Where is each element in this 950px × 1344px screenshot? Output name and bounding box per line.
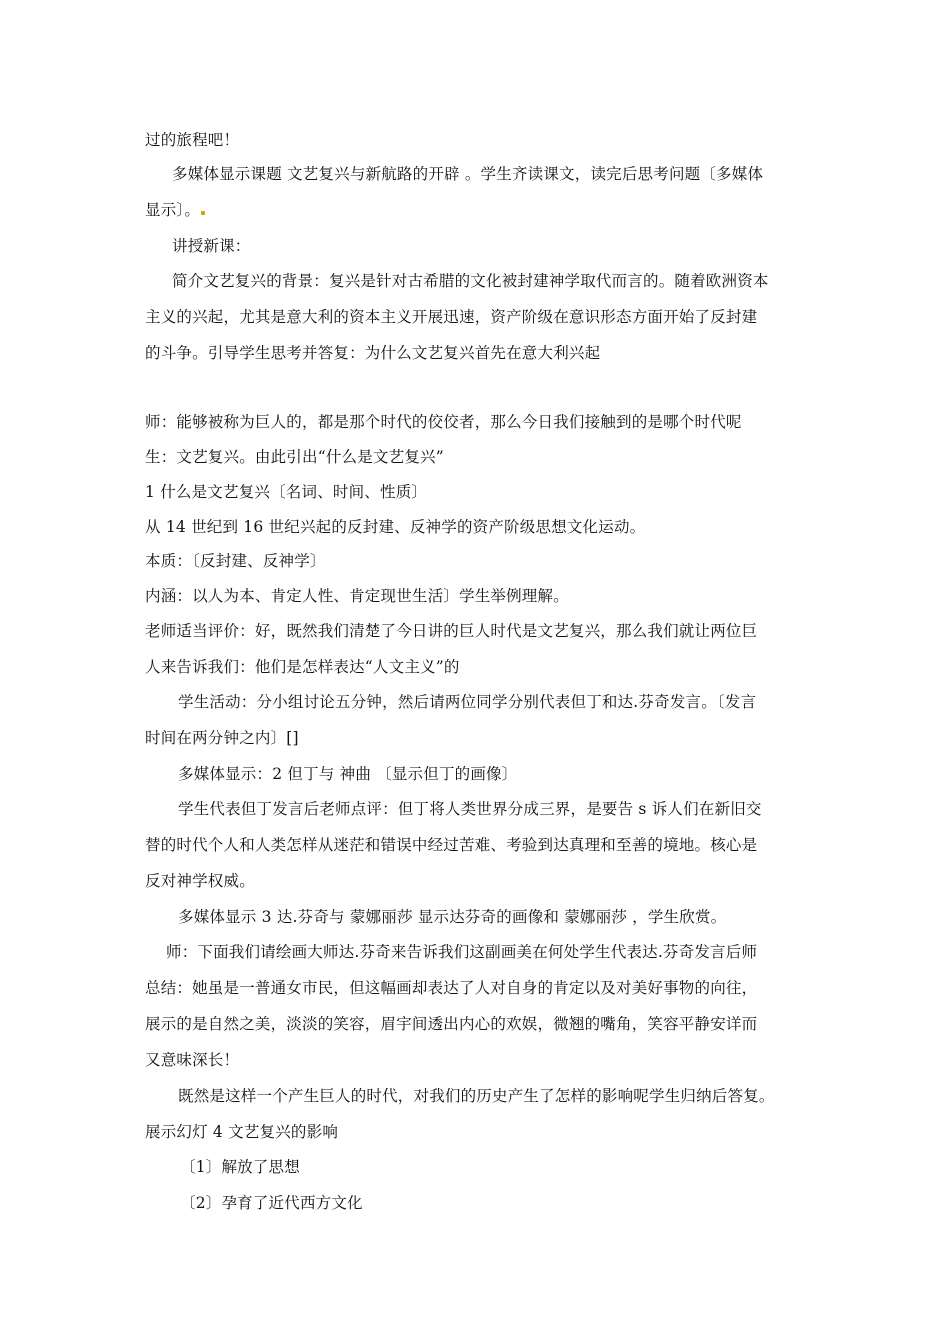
paragraph-line: 多媒体显示 3 达.芬奇与 蒙娜丽莎 显示达芬奇的画像和 蒙娜丽莎 ，学生欣赏。 bbox=[178, 908, 727, 926]
paragraph-line: 师：下面我们请绘画大师达.芬奇来告诉我们这副画美在何处学生代表达.芬奇发言后师 bbox=[166, 943, 758, 961]
paragraph-line: 生：文艺复兴。由此引出“什么是文艺复兴” bbox=[145, 448, 444, 466]
paragraph-line: 总结：她虽是一普通女市民，但这幅画却表达了人对自身的肯定以及对美好事物的向往， bbox=[145, 979, 758, 997]
subheading-1: 1 什么是文艺复兴〔名词、时间、性质〕 bbox=[145, 483, 428, 501]
paragraph-line: 过的旅程吧！ bbox=[145, 131, 240, 149]
paragraph-line: 学生代表但丁发言后老师点评：但丁将人类世界分成三界，是要告 s 诉人们在新旧交 bbox=[178, 800, 762, 818]
section-heading: 讲授新课： bbox=[172, 237, 251, 255]
paragraph-line: 反对神学权威。 bbox=[145, 872, 255, 890]
paragraph-line: 主义的兴起，尤其是意大利的资本主义开展迅速，资产阶级在意识形态方面开始了反封建 bbox=[145, 308, 758, 326]
line-text: 显示〕。 bbox=[145, 201, 201, 219]
highlight-mark-icon bbox=[201, 211, 205, 215]
paragraph-line: 师：能够被称为巨人的，都是那个时代的佼佼者，那么今日我们接触到的是哪个时代呢 bbox=[145, 413, 742, 431]
paragraph-line bbox=[145, 200, 206, 220]
paragraph-line: 时间在两分钟之内〕[] bbox=[145, 729, 299, 747]
paragraph-line: 内涵：以人为本、肯定人性、肯定现世生活〕学生举例理解。 bbox=[145, 587, 569, 605]
paragraph-line: 本质：〔反封建、反神学〕 bbox=[145, 552, 326, 570]
paragraph-line: 老师适当评价：好，既然我们清楚了今日讲的巨人时代是文艺复兴，那么我们就让两位巨 bbox=[145, 622, 758, 640]
paragraph-line: 学生活动：分小组讨论五分钟，然后请两位同学分别代表但丁和达.芬奇发言。〔发言 bbox=[178, 693, 757, 711]
paragraph-line: 简介文艺复兴的背景：复兴是针对古希腊的文化被封建神学取代而言的。随着欧洲资本 bbox=[172, 272, 769, 290]
paragraph-line: 人来告诉我们：他们是怎样表达“人文主义”的 bbox=[145, 658, 460, 676]
paragraph-line: 多媒体显示：2 但丁与 神曲 〔显示但丁的画像〕 bbox=[178, 765, 518, 783]
paragraph-line: 又意味深长！ bbox=[145, 1051, 240, 1069]
paragraph-line: 展示幻灯 4 文艺复兴的影响 bbox=[145, 1123, 339, 1141]
paragraph-line: 多媒体显示课题 文艺复兴与新航路的开辟 。学生齐读课文，读完后思考问题〔多媒体 bbox=[172, 165, 764, 183]
paragraph-line: 展示的是自然之美，淡淡的笑容，眉宇间透出内心的欢娱，微翘的嘴角，笑容平静安详而 bbox=[145, 1015, 758, 1033]
list-item: 〔1〕解放了思想 bbox=[180, 1158, 300, 1176]
list-item: 〔2〕孕育了近代西方文化 bbox=[180, 1194, 363, 1212]
paragraph-line: 既然是这样一个产生巨人的时代，对我们的历史产生了怎样的影响呢学生归纳后答复。 bbox=[178, 1087, 775, 1105]
paragraph-line: 替的时代个人和人类怎样从迷茫和错误中经过苦难、考验到达真理和至善的境地。核心是 bbox=[145, 836, 758, 854]
paragraph-line: 从 14 世纪到 16 世纪兴起的反封建、反神学的资产阶级思想文化运动。 bbox=[145, 518, 646, 536]
paragraph-line: 的斗争。引导学生思考并答复：为什么文艺复兴首先在意大利兴起 bbox=[145, 344, 601, 362]
